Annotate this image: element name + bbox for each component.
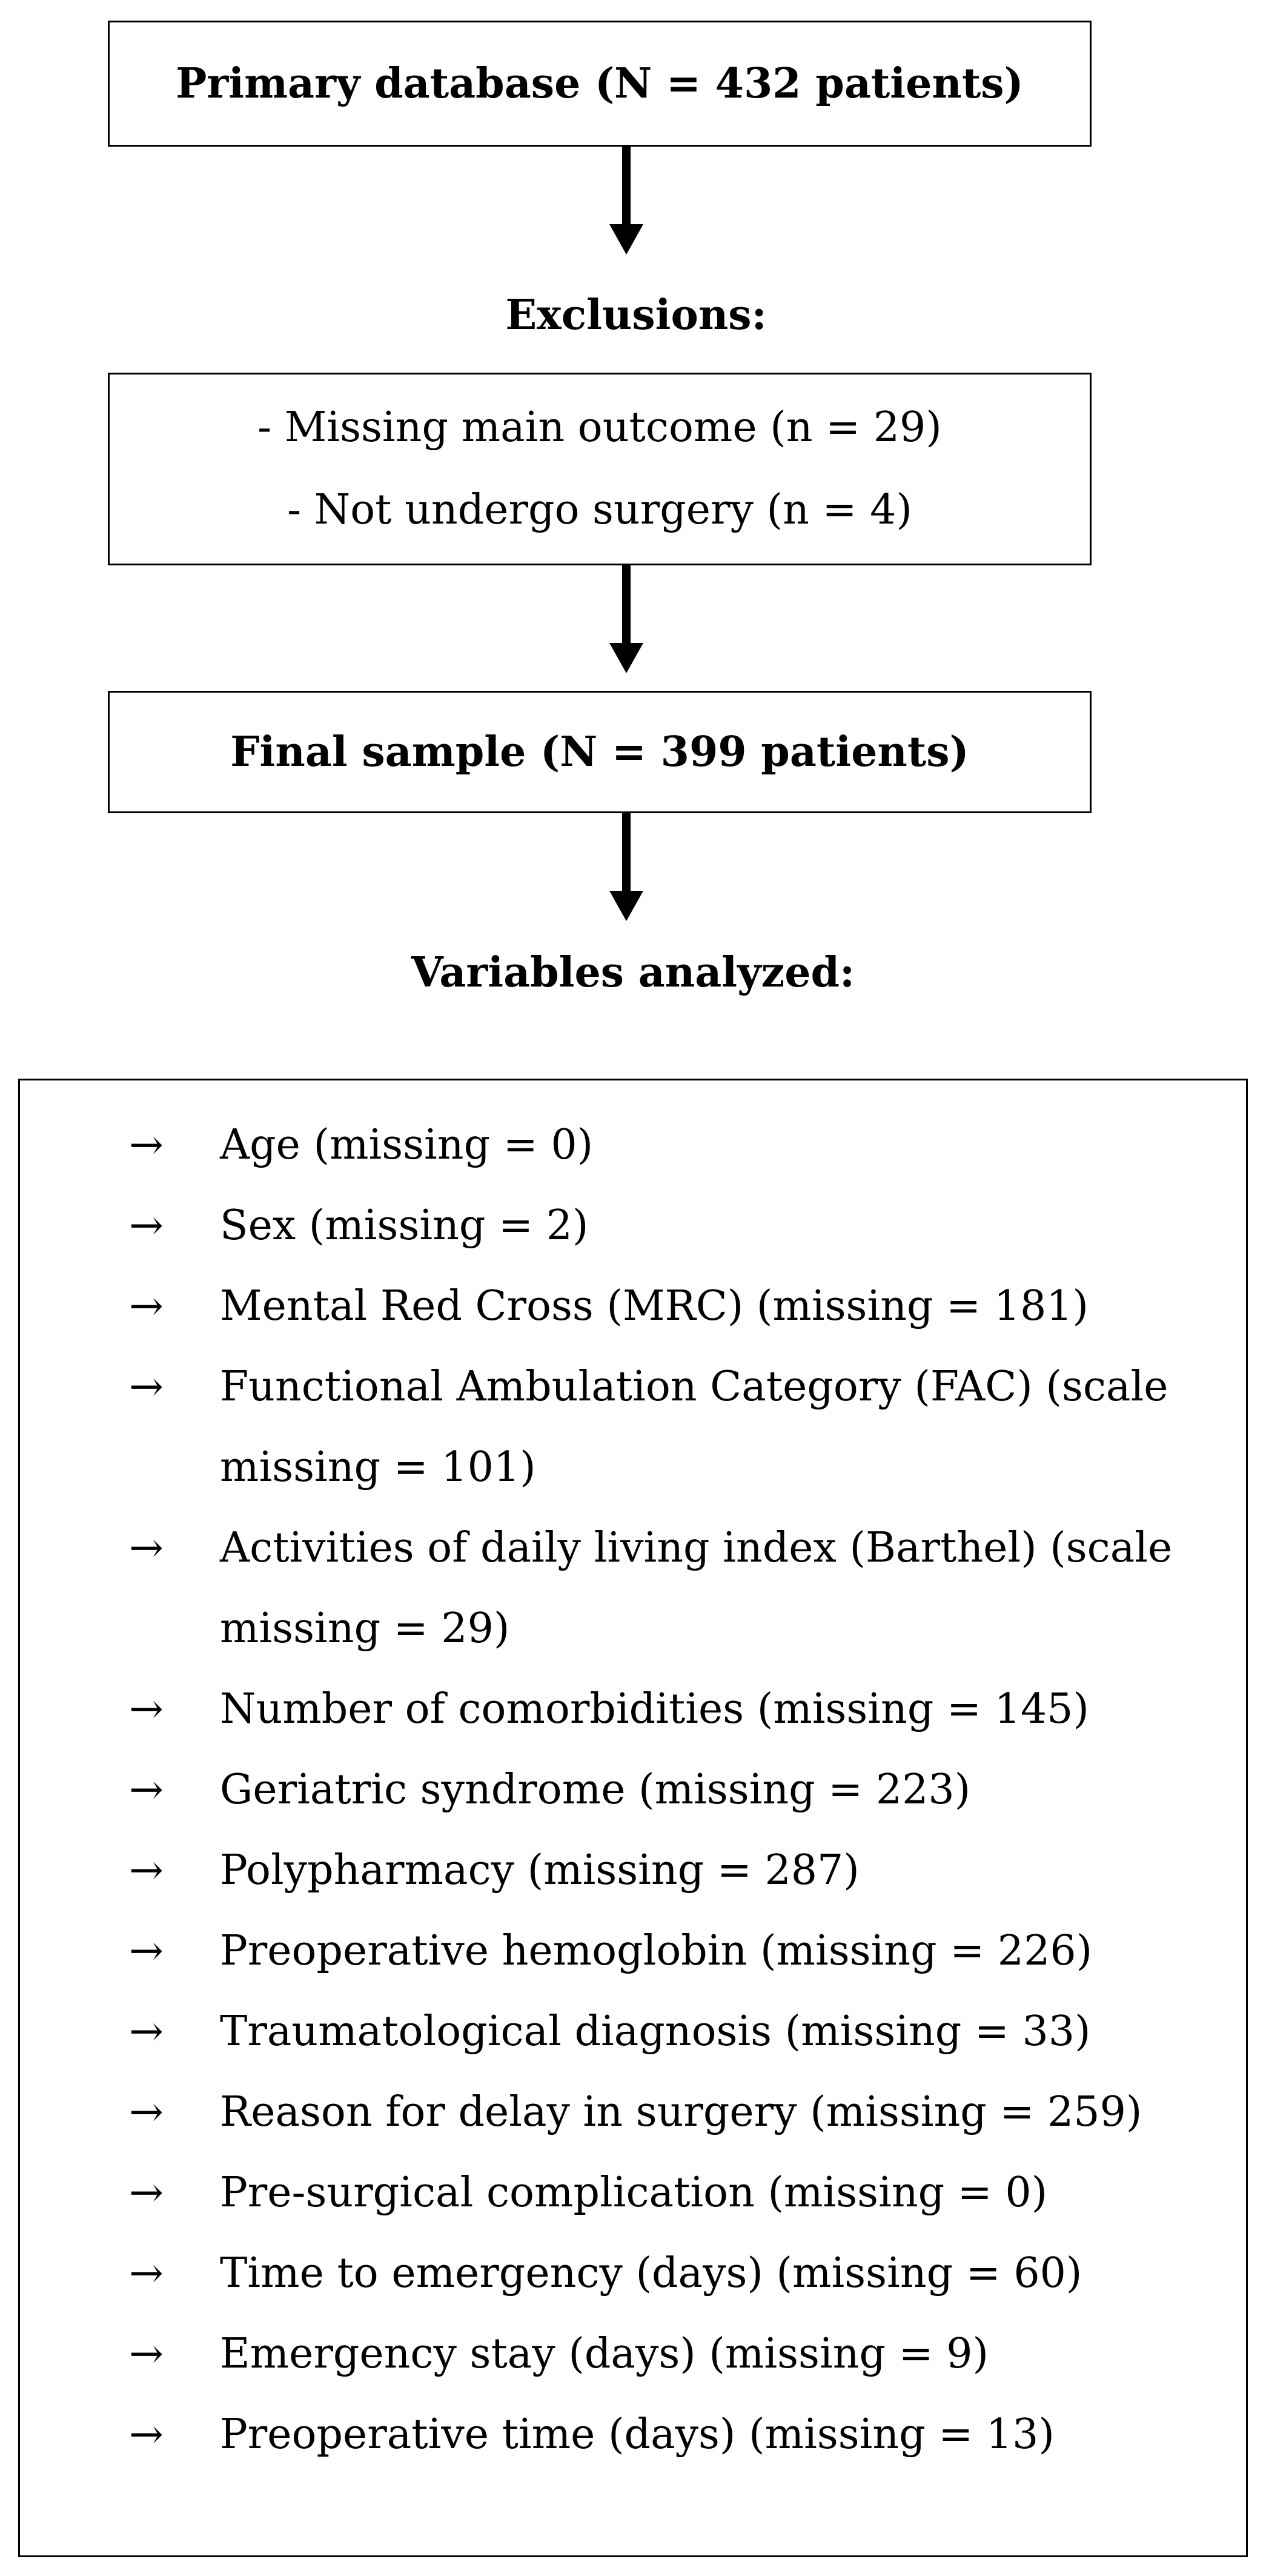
- variable-label: Activities of daily living index (Barthel) (scale missing = 29): [220, 1524, 1173, 1652]
- exclusions-heading: Exclusions:: [505, 291, 767, 339]
- right-arrow-icon: →: [129, 1524, 164, 1572]
- variables-list: [129, 1105, 1231, 2475]
- variable-label: Traumatological diagnosis (missing = 33): [220, 2008, 1091, 2055]
- right-arrow-icon: →: [129, 2008, 164, 2055]
- variable-item-sex: [129, 1185, 1231, 1266]
- variable-label: Polypharmacy (missing = 287): [220, 1846, 860, 1894]
- variable-item-age: [129, 1105, 1231, 1185]
- variable-label: Sex (missing = 2): [220, 1202, 589, 1250]
- exclusion-line-2: - Not undergo surgery (n = 4): [287, 486, 912, 534]
- variable-item-polypharmacy: [129, 1830, 1231, 1911]
- variable-label: Mental Red Cross (MRC) (missing = 181): [220, 1282, 1089, 1330]
- exclusion-line-1: - Missing main outcome (n = 29): [257, 404, 942, 451]
- variable-label: Age (missing = 0): [220, 1121, 594, 1169]
- variable-item-mrc: [129, 1266, 1231, 1346]
- right-arrow-icon: →: [129, 1927, 164, 1975]
- variables-box: [18, 1079, 1248, 2557]
- variable-item-presurgical-complication: [129, 2152, 1231, 2233]
- variable-item-emergency-stay: [129, 2314, 1231, 2394]
- right-arrow-icon: →: [129, 1282, 164, 1330]
- variable-label: Preoperative time (days) (missing = 13): [220, 2411, 1055, 2458]
- variable-label: Pre-surgical complication (missing = 0): [220, 2169, 1048, 2217]
- variable-label: Functional Ambulation Category (FAC) (scale missing = 101): [220, 1363, 1168, 1491]
- right-arrow-icon: →: [129, 2411, 164, 2458]
- variable-item-time-to-emergency: [129, 2233, 1231, 2314]
- variable-item-comorbidities: [129, 1669, 1231, 1749]
- variable-item-preoperative-time: [129, 2394, 1231, 2475]
- right-arrow-icon: →: [129, 1766, 164, 1814]
- variable-label: Preoperative hemoglobin (missing = 226): [220, 1927, 1093, 1975]
- variable-label: Time to emergency (days) (missing = 60): [220, 2249, 1082, 2297]
- right-arrow-icon: →: [129, 2088, 164, 2136]
- primary-database-box: [108, 21, 1092, 147]
- right-arrow-icon: →: [129, 1846, 164, 1894]
- exclusions-box: [108, 373, 1092, 565]
- variable-label: Reason for delay in surgery (missing = 259): [220, 2088, 1142, 2136]
- right-arrow-icon: →: [129, 2330, 164, 2378]
- final-sample-box: [108, 691, 1092, 813]
- variable-item-barthel: [129, 1508, 1231, 1669]
- right-arrow-icon: →: [129, 1363, 164, 1411]
- variable-item-delay-reason: [129, 2072, 1231, 2152]
- primary-database-label: Primary database (N = 432 patients): [176, 59, 1024, 108]
- right-arrow-icon: →: [129, 1685, 164, 1733]
- variables-heading: Variables analyzed:: [411, 948, 855, 997]
- right-arrow-icon: →: [129, 2169, 164, 2217]
- variable-label: Geriatric syndrome (missing = 223): [220, 1766, 971, 1814]
- final-sample-label: Final sample (N = 399 patients): [230, 728, 969, 776]
- variable-label: Emergency stay (days) (missing = 9): [220, 2330, 989, 2378]
- right-arrow-icon: →: [129, 1202, 164, 1250]
- right-arrow-icon: →: [129, 1121, 164, 1169]
- variable-label: Number of comorbidities (missing = 145): [220, 1685, 1089, 1733]
- variable-item-geriatric: [129, 1749, 1231, 1830]
- variable-item-fac: [129, 1346, 1231, 1508]
- variable-item-diagnosis: [129, 1991, 1231, 2072]
- variable-item-hemoglobin: [129, 1911, 1231, 1991]
- right-arrow-icon: →: [129, 2249, 164, 2297]
